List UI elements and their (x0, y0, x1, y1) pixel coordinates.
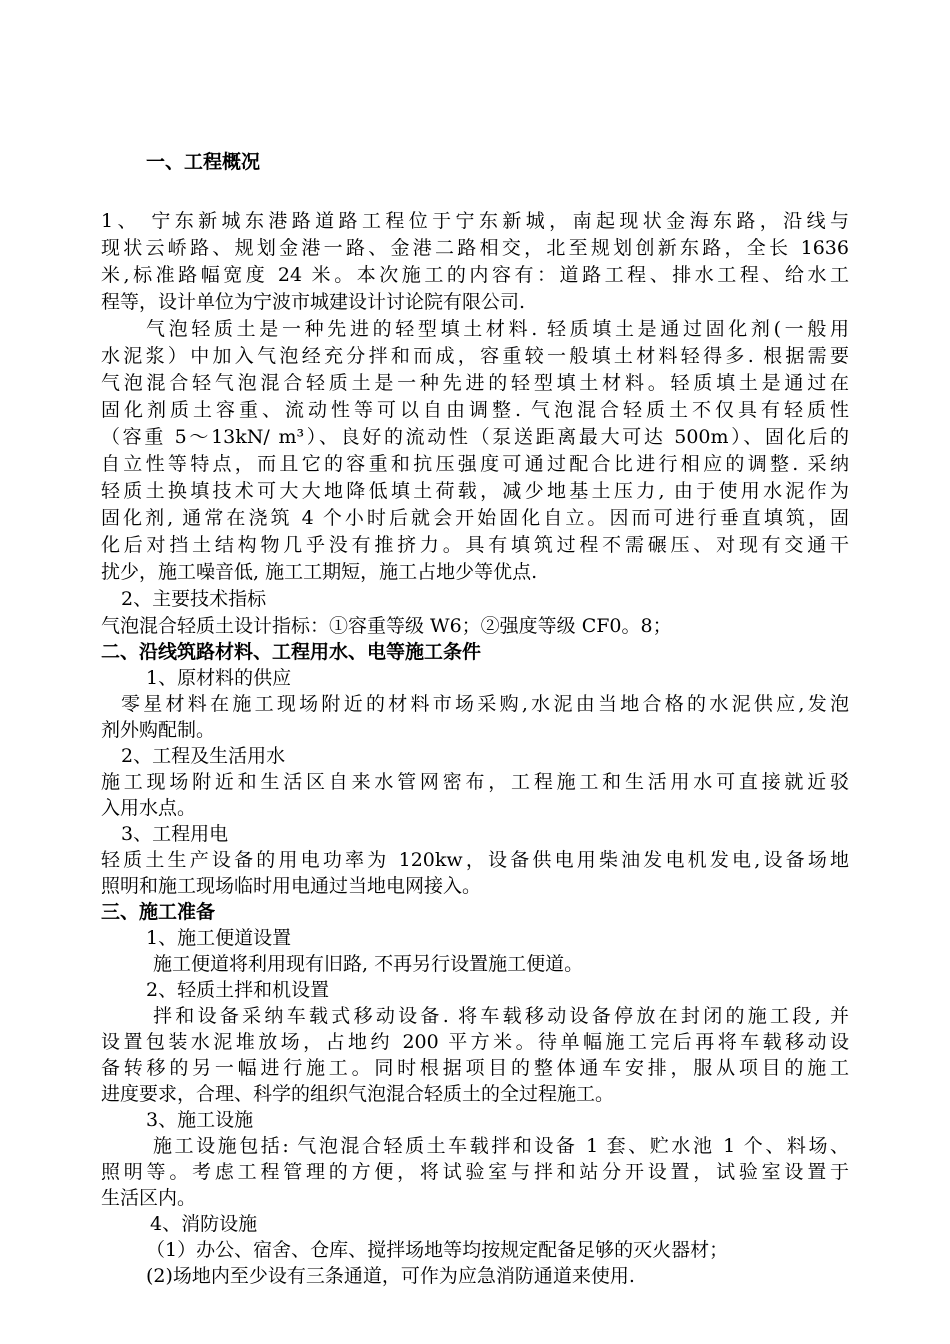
s2-sub1-line-1: 零星材料在施工现场附近的材料市场采购,水泥由当地合格的水泥供应,发泡 (121, 693, 849, 715)
s3-sub2-line-1: 拌和设备采纳车载式移动设备. 将车载移动设备停放在封闭的施工段, 并 (153, 1005, 849, 1027)
sub-2-text: 气泡混合轻质土设计指标：①容重等级 W6；②强度等级 CF0。8； (101, 615, 672, 637)
section-1-heading: 一、工程概况 (146, 151, 261, 173)
s2-sub1-line-2: 剂外购配制。 (101, 719, 216, 741)
s3-sub1-title: 1、施工便道设置 (146, 927, 292, 949)
para2-line-8: 固化剂, 通常在浇筑 4 个小时后就会开始固化自立。因而可进行垂直填筑，固 (101, 507, 849, 529)
s3-sub4-item-2: (2)场地内至少设有三条通道，可作为应急消防通道来使用. (146, 1265, 635, 1287)
s3-sub3-title: 3、施工设施 (146, 1109, 254, 1131)
para2-line-10: 扰少，施工噪音低, 施工工期短，施工占地少等优点. (101, 561, 538, 583)
s2-sub2-title: 2、工程及生活用水 (121, 745, 286, 767)
s3-sub1-text: 施工便道将利用现有旧路, 不再另行设置施工便道。 (153, 953, 584, 975)
s2-sub3-line-1: 轻质土生产设备的用电功率为 120kw，设备供电用柴油发电机发电,设备场地 (101, 849, 849, 871)
s3-sub2-line-2: 设置包装水泥堆放场，占地约 200 平方米。待单幅施工完后再将车载移动设 (101, 1031, 849, 1053)
s3-sub2-line-4: 进度要求，合理、科学的组织气泡混合轻质土的全过程施工。 (101, 1083, 615, 1105)
s3-sub2-line-3: 备转移的另一幅进行施工。同时根据项目的整体通车安排，服从项目的施工 (101, 1057, 849, 1079)
s3-sub3-line-3: 生活区内。 (101, 1187, 197, 1209)
s2-sub2-line-2: 入用水点。 (101, 797, 197, 819)
para2-line-5: （容重 5～13kN/ m³）、良好的流动性（泵送距离最大可达 500m）、固化后的 (101, 426, 849, 448)
s3-sub3-line-2: 照明等。考虑工程管理的方便，将试验室与拌和站分开设置，试验室设置于 (101, 1161, 849, 1183)
s2-sub2-line-1: 施工现场附近和生活区自来水管网密布，工程施工和生活用水可直接就近驳 (101, 771, 849, 793)
s3-sub4-title: 4、消防设施 (150, 1213, 258, 1235)
s2-sub1-title: 1、原材料的供应 (146, 667, 292, 689)
para1-line-4: 程等，设计单位为宁波市城建设计讨论院有限公司. (101, 291, 526, 313)
para1-line-2: 现状云峤路、规划金港一路、金港二路相交，北至规划创新东路，全长 1636 (101, 237, 849, 259)
para2-line-7: 轻质土换填技术可大大地降低填土荷载，减少地基土压力, 由于使用水泥作为 (101, 480, 849, 502)
para2-line-1: 气泡轻质土是一种先进的轻型填土材料. 轻质填土是通过固化剂(一般用 (146, 318, 849, 340)
s3-sub2-title: 2、轻质土拌和机设置 (146, 979, 330, 1001)
section-2-heading: 二、沿线筑路材料、工程用水、电等施工条件 (101, 641, 482, 663)
para2-line-2: 水泥浆）中加入气泡经充分拌和而成，容重较一般填土材料轻得多. 根据需要 (101, 345, 849, 367)
section-3-heading: 三、施工准备 (101, 901, 216, 923)
para2-line-3: 气泡混合轻气泡混合轻质土是一种先进的轻型填土材料。轻质填土是通过在 (101, 372, 849, 394)
para1-line-3: 米,标准路幅宽度 24 米。本次施工的内容有：道路工程、排水工程、给水工 (101, 264, 849, 286)
para2-line-6: 自立性等特点，而且它的容重和抗压强度可通过配合比进行相应的调整. 采纳 (101, 453, 849, 475)
s3-sub4-item-1: （1）办公、宿舍、仓库、搅拌场地等均按规定配备足够的灭火器材； (146, 1239, 729, 1261)
s2-sub3-line-2: 照明和施工现场临时用电通过当地电网接入。 (101, 875, 482, 897)
sub-2-title: 2、主要技术指标 (121, 588, 267, 610)
para2-line-9: 化后对挡土结构物几乎没有推挤力。具有填筑过程不需碾压、对现有交通干 (101, 534, 849, 556)
s3-sub3-line-1: 施工设施包括: 气泡混合轻质土车载拌和设备 1 套、贮水池 1 个、料场、 (153, 1135, 849, 1157)
para2-line-4: 固化剂质土容重、流动性等可以自由调整. 气泡混合轻质土不仅具有轻质性 (101, 399, 849, 421)
para1-line-1: 1、 宁东新城东港路道路工程位于宁东新城，南起现状金海东路，沿线与 (101, 210, 849, 232)
s2-sub3-title: 3、工程用电 (121, 823, 229, 845)
